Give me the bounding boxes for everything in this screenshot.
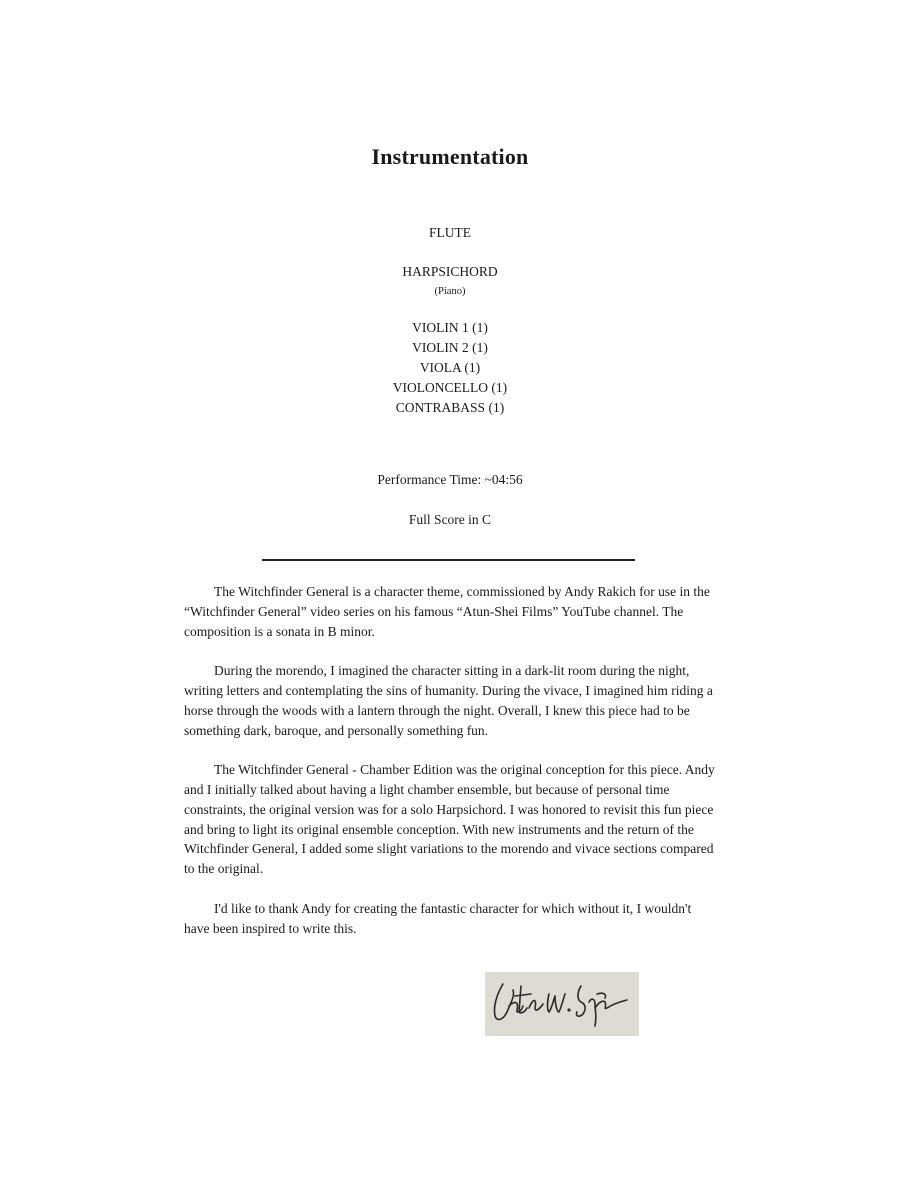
instrument-harpsichord: HARPSICHORD bbox=[402, 264, 498, 279]
instrument-violoncello: VIOLONCELLO (1) bbox=[392, 380, 508, 395]
program-note-paragraph-1: The Witchfinder General is a character theme, commissioned by Andy Rakich for use in the “Witchfinder General” video series on his famous “Atun-Shei Films” YouTube channel. The composition is a sonata in B minor. bbox=[184, 584, 710, 639]
instrument-violin-2: VIOLIN 2 (1) bbox=[412, 340, 488, 355]
instrument-flute: FLUTE bbox=[429, 225, 471, 240]
performance-time: Performance Time: ~04:56 bbox=[377, 472, 523, 487]
instrument-contrabass: CONTRABASS (1) bbox=[395, 400, 505, 415]
program-note-paragraph-2: During the morendo, I imagined the character sitting in a dark-lit room during the night, writing letters and contemplating the sins of humanity. During the vivace, I imagined him riding a horse through the woods with a lantern through the night. Overall, I knew this piece had to be something dark, baroque, and personally something fun. bbox=[184, 663, 713, 738]
divider bbox=[262, 559, 635, 561]
program-note-paragraph-4: I'd like to thank Andy for creating the fantastic character for which without it, I wouldn't have been inspired to write this. bbox=[184, 900, 692, 936]
handwritten-signature-icon bbox=[485, 972, 639, 1036]
score-note: Full Score in C bbox=[408, 512, 492, 527]
program-note-paragraph-3: The Witchfinder General - Chamber Edition was the original conception for this piece. Andy and I initially talked about having a light chamber ensemble, but because of personal time constraints, the original version was for a solo Harpsichord. I was honored to revisit this fun piece and bring to light its original ensemble conception. With new instruments and the return of the Witchfinder General, I added some slight variations to the morendo and vivace sections compared to the original. bbox=[184, 762, 715, 877]
page-title: Instrumentation bbox=[371, 144, 529, 169]
instrument-harpsichord-alternative: (Piano) bbox=[434, 286, 466, 297]
program-notes bbox=[184, 582, 719, 958]
instrument-violin-1: VIOLIN 1 (1) bbox=[412, 320, 488, 335]
instrument-viola: VIOLA (1) bbox=[419, 360, 481, 375]
